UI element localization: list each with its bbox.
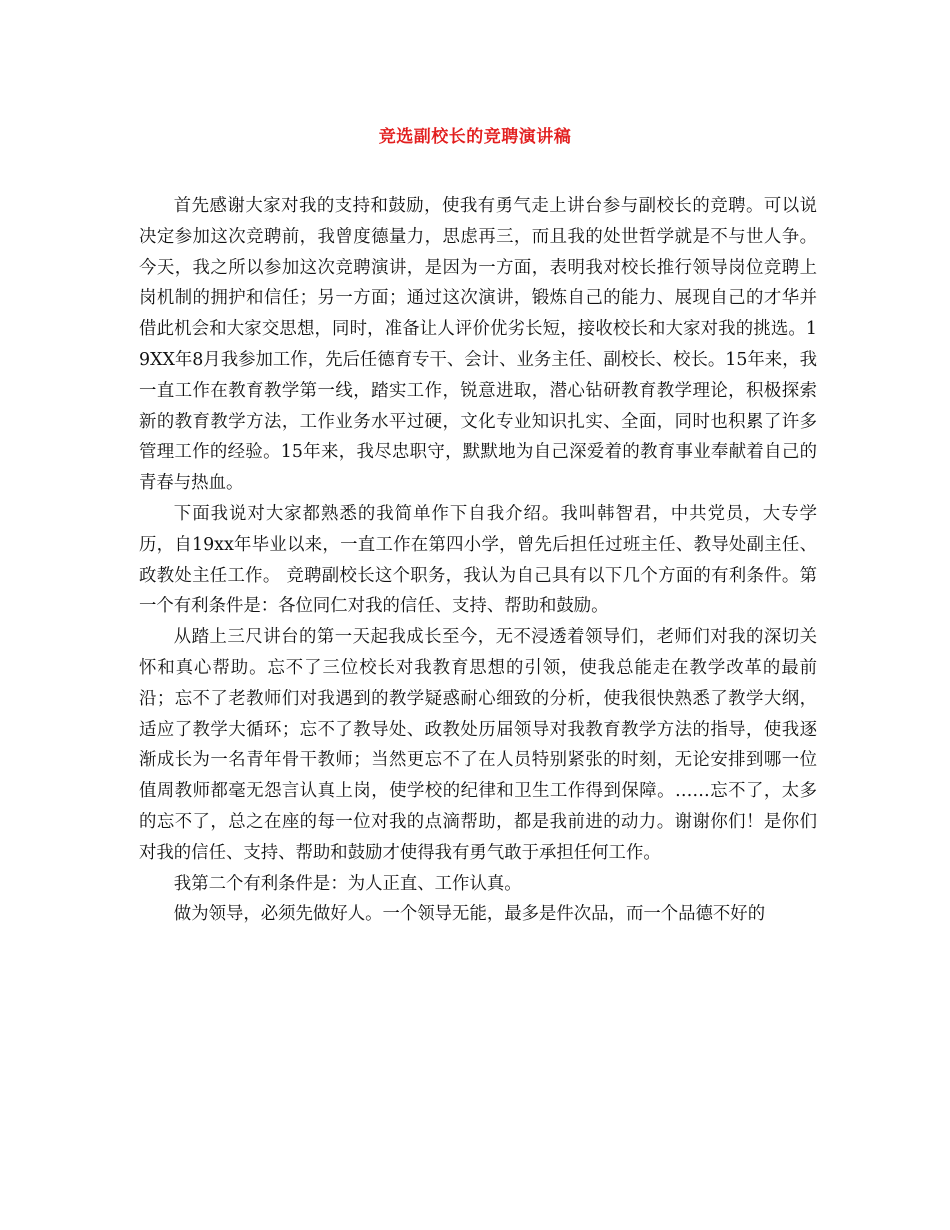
paragraph-4: 我第二个有利条件是：为人正直、工作认真。 <box>173 873 522 894</box>
paragraph-5: 做为领导，必须先做好人。一个领导无能，最多是件次品，而一个品德不好的 <box>173 904 766 925</box>
document-body <box>139 191 817 930</box>
paragraph-3: 从踏上三尺讲台的第一天起我成长至今，无不浸透着领导们，老师们对我的深切关怀和真心帮助。忘不了三位校长对我教育思想的引领，使我总能走在教学改革的最前沿；忘不了老教师们对我遇到的教学疑惑耐心细致的分析，使我很快熟悉了教学大纲，适应了教学大循环；忘不了教导处、政教处历届领导对我教育教学方法的指导，使我逐渐成长为一名青年骨干教师；当然更忘不了在人员特别紧张的时刻，无论安排到哪一位值周教师都毫无怨言认真上岗，使学校的纪律和卫生工作得到保障。……忘不了，太多的忘不了，总之在座的每一位对我的点滴帮助，都是我前进的动力。谢谢你们！是你们对我的信任、支持、帮助和鼓励才使得我有勇气敢于承担任何工作。 <box>139 627 817 863</box>
paragraph-1: 首先感谢大家对我的支持和鼓励，使我有勇气走上讲台参与副校长的竞聘。可以说决定参加这次竞聘前，我曾度德量力，思虑再三，而且我的处世哲学就是不与世人争。今天，我之所以参加这次竞聘演讲，是因为一方面，表明我对校长推行领导岗位竞聘上岗机制的拥护和信任；另一方面；通过这次演讲，锻炼自己的能力、展现自己的才华并借此机会和大家交思想，同时，准备让人评价优劣长短，接收校长和大家对我的挑选。19XX年8月我参加工作，先后任德育专干、会计、业务主任、副校长、校长。15年来，我一直工作在教育教学第一线，踏实工作，锐意进取，潜心钻研教育教学理论，积极探索新的教育教学方法，工作业务水平过硬，文化专业知识扎实、全面，同时也积累了许多管理工作的经验。15年来，我尽忠职守，默默地为自己深爱着的教育事业奉献着自己的青春与热血。 <box>139 196 817 494</box>
document-title: 竞选副校长的竞聘演讲稿 <box>378 127 572 147</box>
paragraph-2: 下面我说对大家都熟悉的我简单作下自我介绍。我叫韩智君，中共党员，大专学历，自19xx年毕业以来，一直工作在第四小学，曾先后担任过班主任、教导处副主任、政教处主任工作。 竞聘副校长这个职务，我认为自己具有以下几个方面的有利条件。第一个有利条件是：各位同仁对我的信任、支持、帮助和鼓励。 <box>139 503 817 617</box>
